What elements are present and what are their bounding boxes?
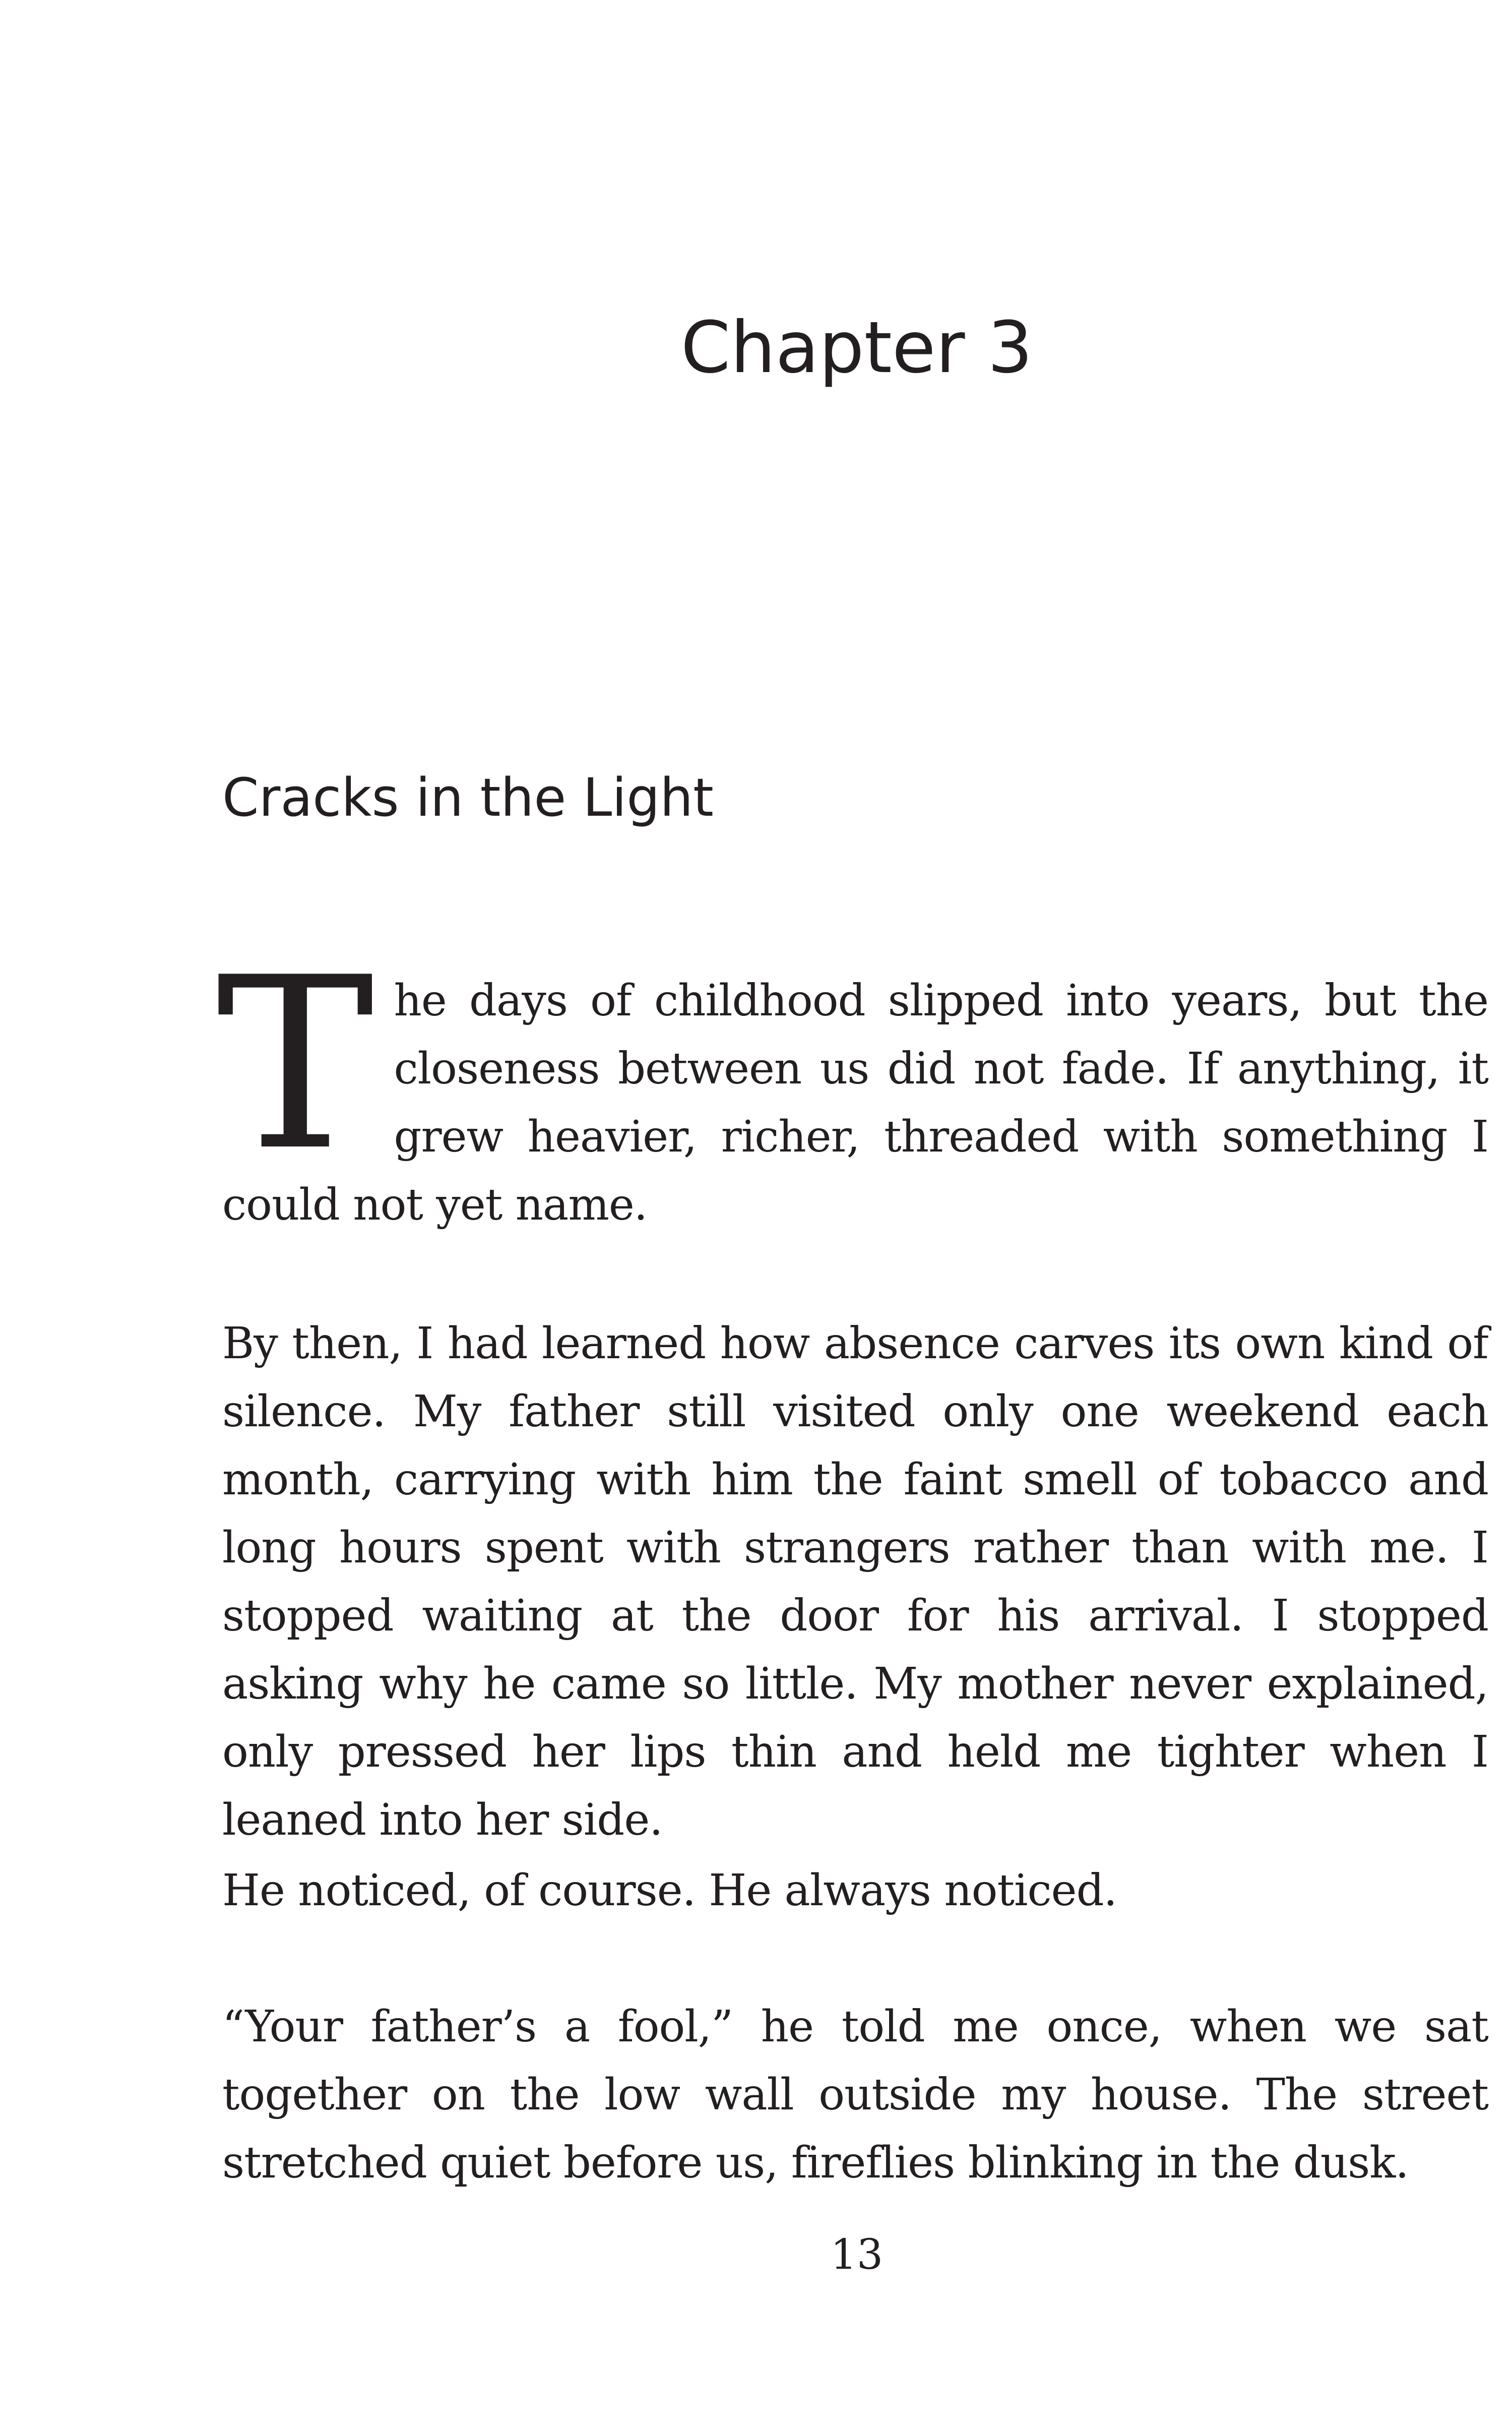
paragraph-1-text: he days of childhood slipped into years, but the closeness between us did not fade. If anything, it grew heavier, richer, threaded with something I could not yet name. [222,976,1488,1230]
chapter-title: Chapter 3 [680,307,1033,389]
page-number: 13 [830,2231,884,2279]
paragraph-1 [216,927,1488,1239]
paragraph-3: He noticed, of course. He always noticed. [222,1865,1117,1916]
drop-cap: T [216,927,374,1202]
section-heading: Cracks in the Light [222,767,714,828]
paragraph-4: “Your father’s a fool,” he told me once, when we sat together on the low wall outside my house. The street stretched quiet before us, fireflies blinking in the dusk. [222,2002,1488,2188]
paragraph-2: By then, I had learned how absence carves its own kind of silence. My father still visited only one weekend each month, carrying with him the faint smell of tobacco and long hours spent with strangers rather than with me. I stopped waiting at the door for his arrival. I stopped asking why he came so little. My mother never explained, only pressed her lips thin and held me tighter when I leaned into her side. [222,1318,1488,1845]
